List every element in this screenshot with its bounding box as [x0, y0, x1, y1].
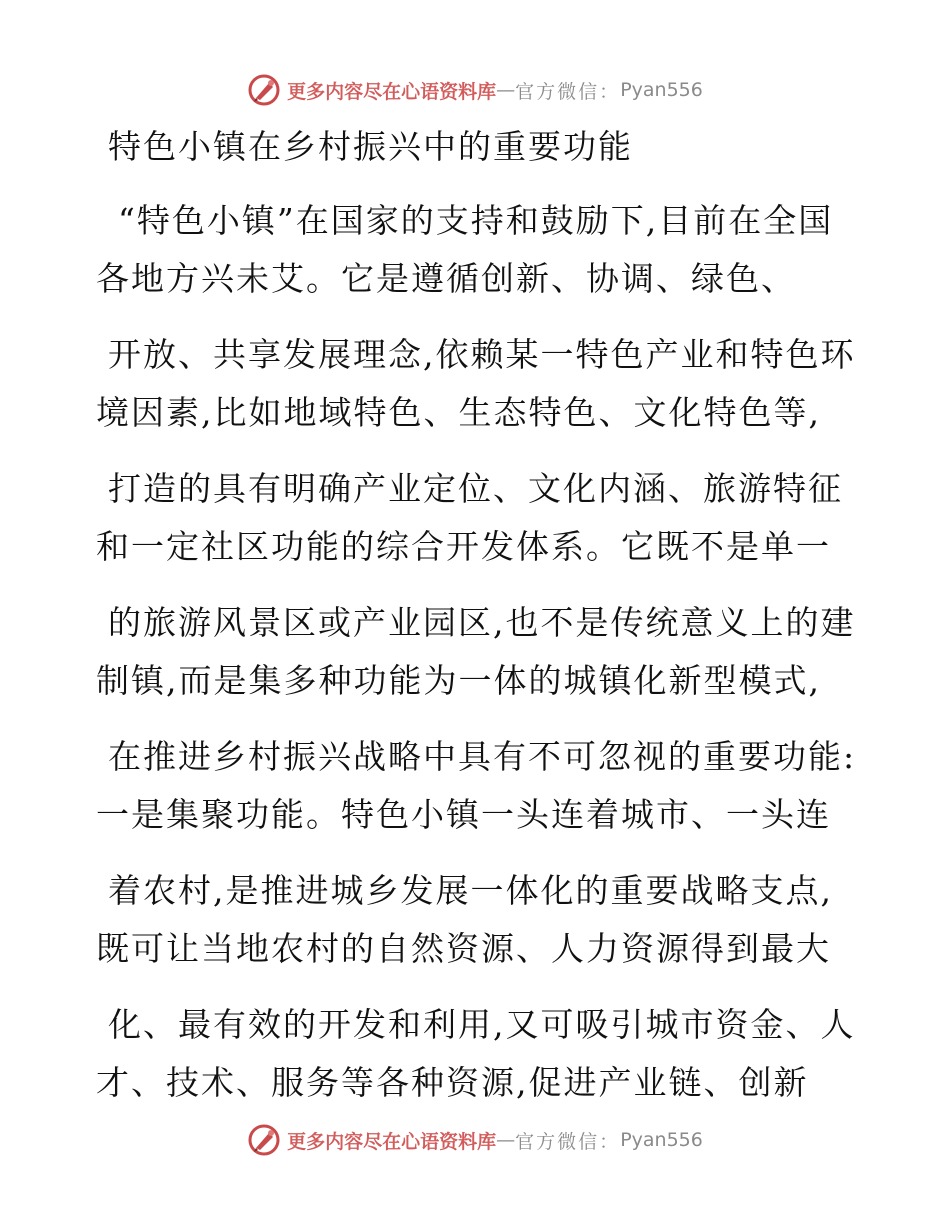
footer-banner: [0, 1118, 950, 1162]
document-title: 特色小镇在乡村振兴中的重要功能: [108, 127, 633, 166]
body-line-5: 打造的具有明确产业定位、文化内涵、旅游特征: [108, 469, 843, 508]
body-line-14: 才、技术、服务等各种资源,促进产业链、创新: [96, 1063, 809, 1102]
body-line-9: 在推进乡村振兴战略中具有不可忽视的重要功能:: [108, 737, 857, 776]
body-line-3: 开放、共享发展理念,依赖某一特色产业和特色环: [108, 335, 856, 374]
body-line-11: 着农村,是推进城乡发展一体化的重要战略支点,: [108, 871, 833, 910]
body-line-1: “特色小镇”在国家的支持和鼓励下,目前在全国: [118, 201, 834, 240]
footer-wechat-id: Pyan556: [620, 1129, 703, 1151]
header-brand-text: 更多内容尽在心语资料库: [287, 80, 497, 103]
pen-logo-icon: [247, 1123, 281, 1157]
pen-logo-icon: [247, 73, 281, 107]
footer-wechat-label: 官方微信：: [515, 1130, 621, 1153]
body-line-13: 化、最有效的开发和利用,又可吸引城市资金、人: [108, 1005, 856, 1044]
body-line-2: 各地方兴未艾。它是遵循创新、协调、绿色、: [96, 259, 796, 298]
body-line-7: 的旅游风景区或产业园区,也不是传统意义上的建: [108, 603, 856, 642]
header-banner: [0, 68, 950, 112]
body-line-12: 既可让当地农村的自然资源、人力资源得到最大: [96, 929, 831, 968]
header-wechat-label: 官方微信：: [515, 80, 621, 103]
body-line-8: 制镇,而是集多种功能为一体的城镇化新型模式,: [96, 661, 821, 700]
footer-brand-text: 更多内容尽在心语资料库: [287, 1130, 497, 1153]
footer-separator: —: [496, 1129, 516, 1151]
header-separator: —: [496, 79, 516, 101]
body-line-10: 一是集聚功能。特色小镇一头连着城市、一头连: [96, 795, 831, 834]
body-line-4: 境因素,比如地域特色、生态特色、文化特色等,: [96, 393, 821, 432]
body-line-6: 和一定社区功能的综合开发体系。它既不是单一: [96, 527, 831, 566]
header-wechat-id: Pyan556: [620, 79, 703, 101]
